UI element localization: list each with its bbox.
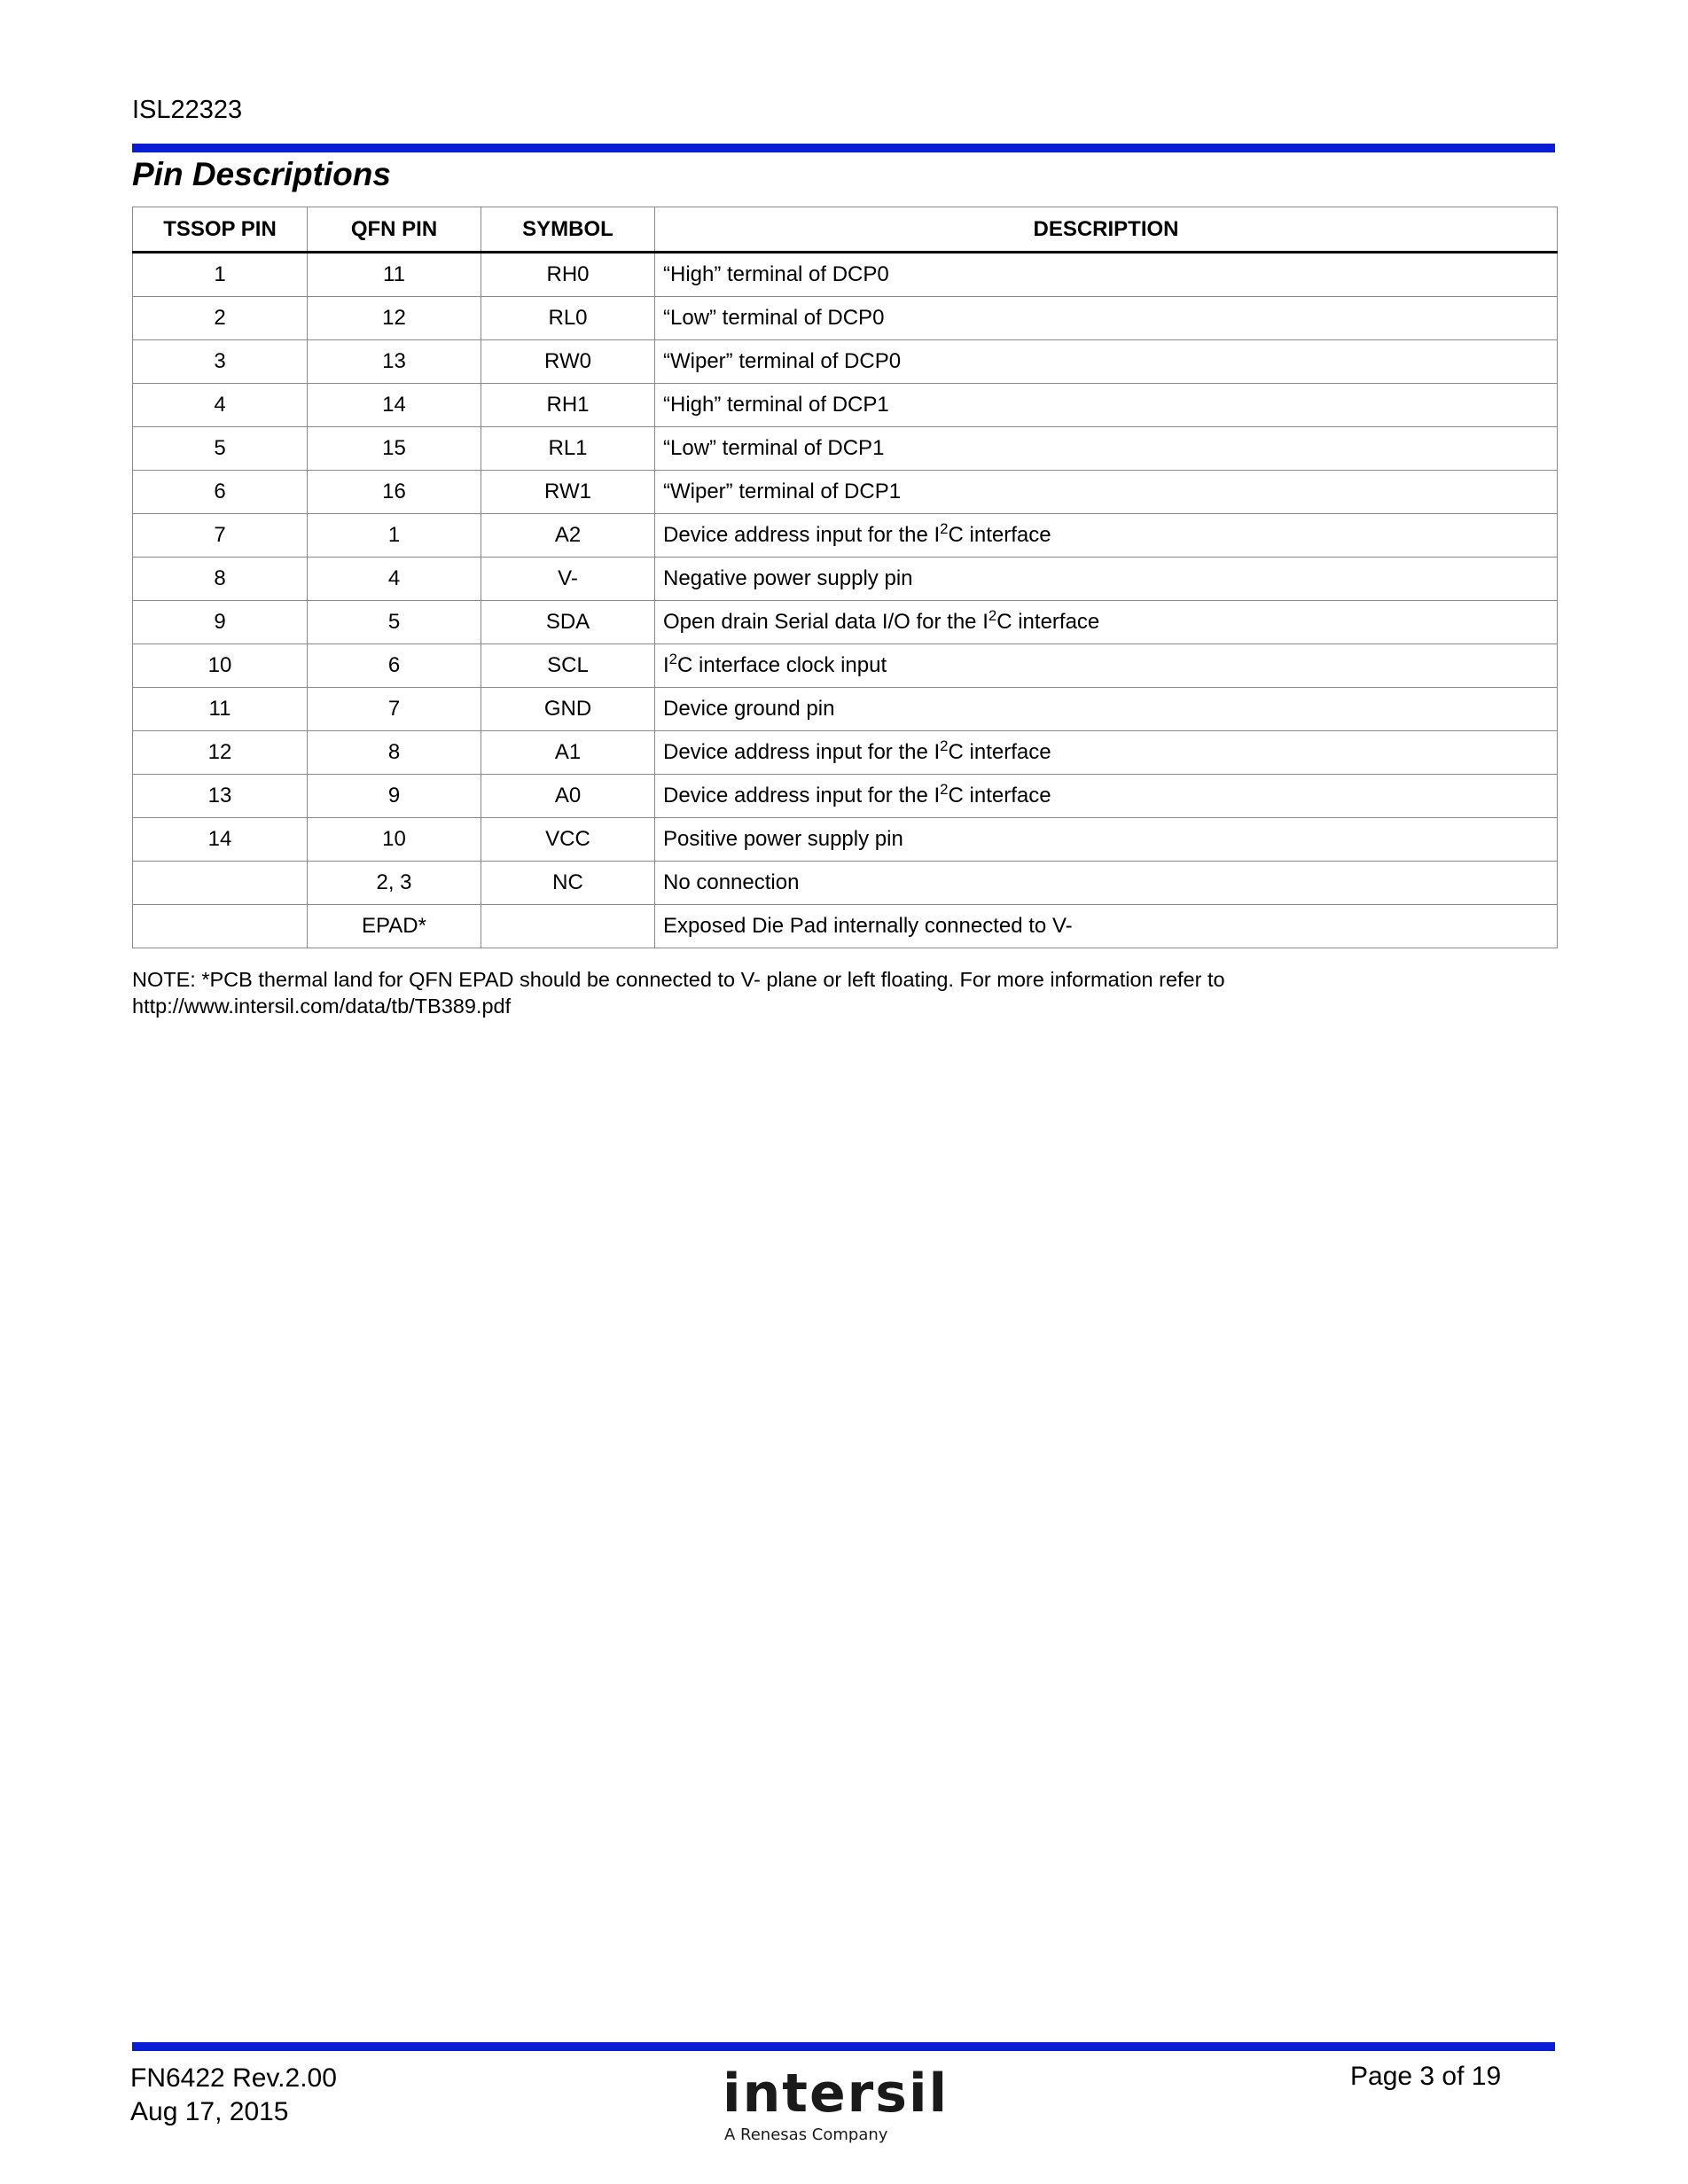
cell-tssop-pin: 2 — [133, 297, 308, 340]
cell-symbol: RW1 — [481, 471, 655, 514]
cell-description: Positive power supply pin — [655, 818, 1558, 862]
cell-symbol: GND — [481, 688, 655, 731]
header-rule — [132, 144, 1555, 152]
note-line-2: http://www.intersil.com/data/tb/TB389.pdf — [132, 994, 512, 1018]
cell-tssop-pin: 10 — [133, 644, 308, 688]
cell-description: Device address input for the $I^2C$ interface — [655, 731, 1558, 775]
section-title: Pin Descriptions — [132, 156, 391, 192]
table-row — [133, 514, 1558, 558]
cell-description: Device ground pin — [655, 688, 1558, 731]
table-row — [133, 340, 1558, 384]
cell-description: “High” terminal of DCP1 — [655, 384, 1558, 427]
doc-date: Aug 17, 2015 — [130, 2097, 289, 2126]
table-row — [133, 384, 1558, 427]
cell-qfn-pin: 8 — [308, 731, 481, 775]
table-header-row — [133, 207, 1558, 253]
cell-description: “Low” terminal of DCP0 — [655, 297, 1558, 340]
cell-qfn-pin: EPAD* — [308, 905, 481, 948]
table-row — [133, 862, 1558, 905]
logo-wordmark: intersil — [723, 2065, 950, 2125]
footer-rule — [132, 2042, 1555, 2051]
cell-qfn-pin: 16 — [308, 471, 481, 514]
cell-tssop-pin: 14 — [133, 818, 308, 862]
cell-tssop-pin: 13 — [133, 775, 308, 818]
cell-qfn-pin: 11 — [308, 253, 481, 297]
intersil-logo — [723, 2065, 971, 2145]
cell-tssop-pin: 11 — [133, 688, 308, 731]
table-row — [133, 601, 1558, 644]
cell-qfn-pin: 6 — [308, 644, 481, 688]
cell-qfn-pin: 4 — [308, 558, 481, 601]
cell-tssop-pin: 3 — [133, 340, 308, 384]
cell-qfn-pin: 10 — [308, 818, 481, 862]
cell-symbol — [481, 905, 655, 948]
page-number: Page 3 of 19 — [1350, 2062, 1502, 2091]
col-header-tssop-pin: TSSOP PIN — [133, 207, 308, 253]
cell-qfn-pin: 2, 3 — [308, 862, 481, 905]
cell-description: Device address input for the $I^2C$ interface — [655, 514, 1558, 558]
table-row — [133, 731, 1558, 775]
cell-description: Device address input for the $I^2C$ interface — [655, 775, 1558, 818]
cell-tssop-pin — [133, 905, 308, 948]
cell-symbol: V- — [481, 558, 655, 601]
cell-qfn-pin: 15 — [308, 427, 481, 471]
cell-symbol: A0 — [481, 775, 655, 818]
table-row — [133, 297, 1558, 340]
cell-qfn-pin: 1 — [308, 514, 481, 558]
note-line-1: NOTE: *PCB thermal land for QFN EPAD should be connected to V- plane or left floating. For more information refer to — [132, 968, 1225, 991]
cell-description: Open drain Serial data I/O for the $I^2C$ interface — [655, 601, 1558, 644]
cell-qfn-pin: 7 — [308, 688, 481, 731]
logo-tagline: A Renesas Company — [724, 2126, 888, 2144]
cell-description: “Wiper” terminal of DCP0 — [655, 340, 1558, 384]
col-header-description: DESCRIPTION — [655, 207, 1558, 253]
cell-description: “Wiper” terminal of DCP1 — [655, 471, 1558, 514]
cell-symbol: SDA — [481, 601, 655, 644]
cell-tssop-pin: 9 — [133, 601, 308, 644]
cell-symbol: NC — [481, 862, 655, 905]
cell-tssop-pin: 6 — [133, 471, 308, 514]
table-row — [133, 471, 1558, 514]
col-header-symbol: SYMBOL — [481, 207, 655, 253]
cell-symbol: RH1 — [481, 384, 655, 427]
cell-tssop-pin: 8 — [133, 558, 308, 601]
cell-symbol: A2 — [481, 514, 655, 558]
cell-qfn-pin: 13 — [308, 340, 481, 384]
cell-description: Exposed Die Pad internally connected to V- — [655, 905, 1558, 948]
table-row — [133, 775, 1558, 818]
table-row — [133, 253, 1558, 297]
table-row — [133, 558, 1558, 601]
cell-description: $I^2C$ interface clock input — [655, 644, 1558, 688]
table-row — [133, 644, 1558, 688]
cell-symbol: RW0 — [481, 340, 655, 384]
cell-qfn-pin: 12 — [308, 297, 481, 340]
cell-description: No connection — [655, 862, 1558, 905]
cell-tssop-pin: 12 — [133, 731, 308, 775]
cell-qfn-pin: 9 — [308, 775, 481, 818]
footer-left — [130, 2062, 337, 2129]
table-row — [133, 905, 1558, 948]
cell-symbol: SCL — [481, 644, 655, 688]
cell-symbol: VCC — [481, 818, 655, 862]
cell-qfn-pin: 14 — [308, 384, 481, 427]
table-row — [133, 688, 1558, 731]
cell-tssop-pin — [133, 862, 308, 905]
table-row — [133, 427, 1558, 471]
document-id: ISL22323 — [132, 96, 243, 124]
cell-qfn-pin: 5 — [308, 601, 481, 644]
cell-symbol: RH0 — [481, 253, 655, 297]
cell-tssop-pin: 7 — [133, 514, 308, 558]
cell-description: “High” terminal of DCP0 — [655, 253, 1558, 297]
cell-tssop-pin: 4 — [133, 384, 308, 427]
table-note — [132, 966, 1225, 1019]
table-row — [133, 818, 1558, 862]
doc-revision: FN6422 Rev.2.00 — [130, 2063, 337, 2093]
cell-tssop-pin: 5 — [133, 427, 308, 471]
pin-descriptions-table — [132, 207, 1558, 948]
cell-tssop-pin: 1 — [133, 253, 308, 297]
cell-symbol: RL0 — [481, 297, 655, 340]
cell-symbol: RL1 — [481, 427, 655, 471]
cell-symbol: A1 — [481, 731, 655, 775]
cell-description: Negative power supply pin — [655, 558, 1558, 601]
col-header-qfn-pin: QFN PIN — [308, 207, 481, 253]
cell-description: “Low” terminal of DCP1 — [655, 427, 1558, 471]
